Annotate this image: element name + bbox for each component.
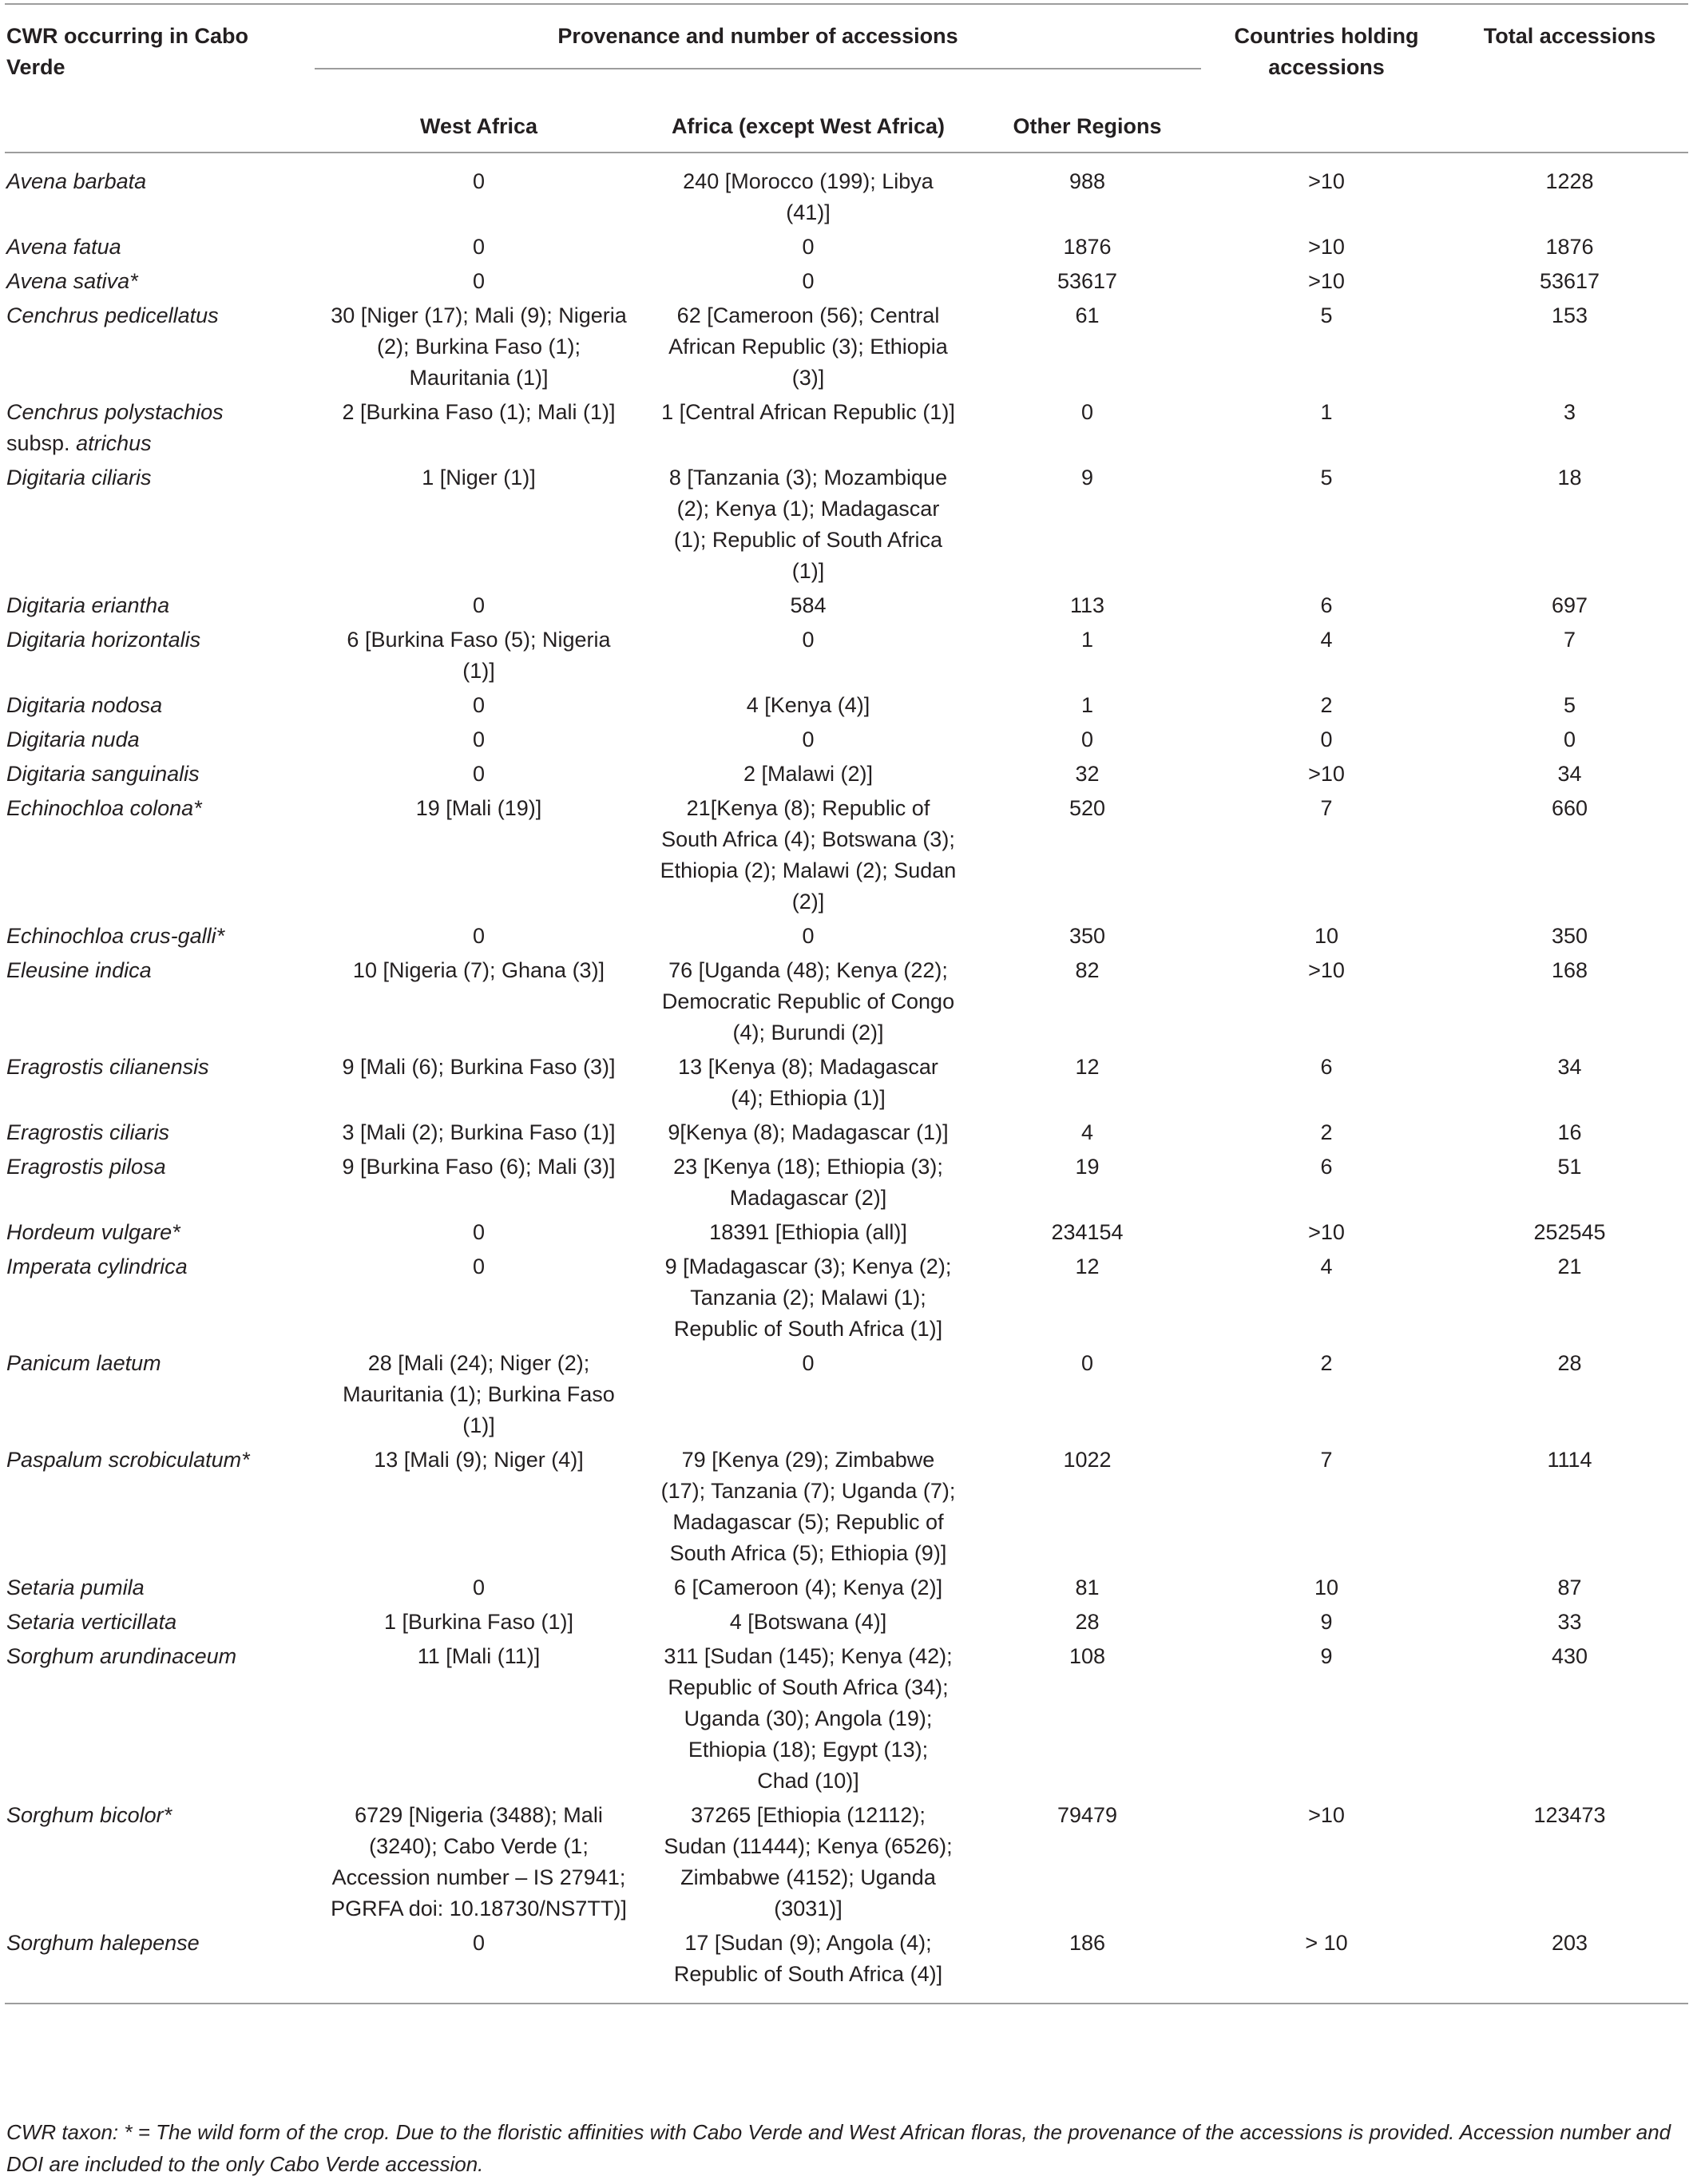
table-row — [5, 1800, 1688, 1928]
table-body — [5, 153, 1688, 2004]
table-row — [5, 793, 1688, 921]
cell-africa-except-west: 23 [Kenya (18); Ethiopia (3); Madagascar (2)] — [673, 1155, 943, 1210]
header-west-africa: West Africa — [419, 114, 538, 138]
taxon-name: Setaria pumila — [6, 1576, 145, 1599]
cell-taxon — [5, 462, 314, 590]
taxon-qualifier: subsp. — [6, 431, 77, 455]
cell-west-africa: 3 [Mali (2); Burkina Faso (1)] — [342, 1120, 616, 1144]
taxon-name: Echinochloa colona* — [6, 796, 202, 820]
cell-countries: 10 — [1314, 924, 1339, 948]
cell-total: 1114 — [1547, 1448, 1592, 1472]
cell-taxon — [5, 300, 314, 397]
cell-total: 697 — [1552, 593, 1588, 617]
cell-total: 153 — [1552, 303, 1588, 327]
cell-taxon — [5, 759, 314, 793]
cell-other-regions: 81 — [1075, 1576, 1100, 1599]
cell-countries: 7 — [1320, 1448, 1333, 1472]
table-row — [5, 462, 1688, 590]
taxon-name: Digitaria eriantha — [6, 593, 170, 617]
cell-africa-except-west: 18391 [Ethiopia (all)] — [709, 1220, 907, 1244]
cell-west-africa: 6729 [Nigeria (3488); Mali (3240); Cabo Verde (1; Accession number – IS 27941; PGRFA doi: 10.18730/NS7TT)] — [331, 1803, 627, 1920]
taxon-name: Eragrostis ciliaris — [6, 1120, 170, 1144]
cell-africa-except-west: 0 — [802, 235, 815, 259]
cell-west-africa: 30 [Niger (17); Mali (9); Nigeria (2); Burkina Faso (1); Mauritania (1)] — [331, 303, 627, 390]
cell-west-africa: 9 [Burkina Faso (6); Mali (3)] — [342, 1155, 616, 1179]
taxon-name: Digitaria nodosa — [6, 693, 163, 717]
cell-other-regions: 0 — [1081, 400, 1094, 424]
cell-west-africa: 2 [Burkina Faso (1); Mali (1)] — [342, 400, 616, 424]
cell-africa-except-west: 21[Kenya (8); Republic of South Africa (4); Botswana (3); Ethiopia (2); Malawi (2); Sudan (2)] — [660, 796, 957, 914]
taxon-name: Avena barbata — [6, 169, 147, 193]
cell-other-regions: 19 — [1075, 1155, 1100, 1179]
cell-taxon — [5, 1251, 314, 1348]
taxon-name: Cenchrus polystachios — [6, 400, 224, 424]
cell-west-africa: 0 — [472, 727, 486, 751]
cell-total: 660 — [1552, 796, 1588, 820]
taxon-name: Sorghum arundinaceum — [6, 1644, 237, 1668]
table-row — [5, 1641, 1688, 1800]
table-row — [5, 1445, 1688, 1572]
cell-africa-except-west: 4 [Kenya (4)] — [746, 693, 870, 717]
cell-taxon — [5, 1117, 314, 1151]
cell-other-regions: 4 — [1081, 1120, 1094, 1144]
cell-other-regions: 32 — [1075, 762, 1100, 786]
taxon-name: Echinochloa crus-galli* — [6, 924, 225, 948]
cell-africa-except-west: 584 — [790, 593, 827, 617]
cell-countries: >10 — [1308, 762, 1345, 786]
cell-countries: 10 — [1314, 1576, 1339, 1599]
cell-west-africa: 13 [Mali (9); Niger (4)] — [374, 1448, 584, 1472]
cell-countries: >10 — [1308, 269, 1345, 293]
cell-countries: >10 — [1308, 235, 1345, 259]
cell-west-africa: 0 — [472, 1576, 486, 1599]
taxon-name: Sorghum bicolor* — [6, 1803, 172, 1827]
table-row — [5, 1928, 1688, 2004]
cell-countries: 6 — [1320, 1155, 1333, 1179]
table-row — [5, 955, 1688, 1052]
cell-other-regions: 1 — [1081, 693, 1094, 717]
cell-west-africa: 0 — [472, 235, 486, 259]
cell-other-regions: 108 — [1069, 1644, 1106, 1668]
cell-countries: 2 — [1320, 693, 1333, 717]
cell-africa-except-west: 311 [Sudan (145); Kenya (42); Republic of South Africa (34); Uganda (30); Angola (19); Ethiopia (18); Egypt (13); Chad (10)] — [664, 1644, 953, 1793]
cell-total: 0 — [1564, 727, 1576, 751]
cell-west-africa: 10 [Nigeria (7); Ghana (3)] — [352, 958, 605, 982]
cell-west-africa: 11 [Mali (11)] — [417, 1644, 541, 1668]
cell-africa-except-west: 1 [Central African Republic (1)] — [661, 400, 955, 424]
table-row — [5, 300, 1688, 397]
cell-africa-except-west: 0 — [802, 727, 815, 751]
cell-west-africa: 0 — [472, 693, 486, 717]
taxon-name: Sorghum halepense — [6, 1931, 200, 1955]
header-africa-except-west: Africa (except West Africa) — [671, 114, 946, 138]
cell-countries: 9 — [1320, 1644, 1333, 1668]
cell-other-regions: 1876 — [1063, 235, 1112, 259]
cell-africa-except-west: 9[Kenya (8); Madagascar (1)] — [668, 1120, 949, 1144]
cell-total: 1228 — [1545, 169, 1594, 193]
taxon-name: Eragrostis pilosa — [6, 1155, 166, 1179]
cell-taxon — [5, 1151, 314, 1217]
cell-taxon — [5, 793, 314, 921]
cell-west-africa: 9 [Mali (6); Burkina Faso (3)] — [342, 1055, 616, 1079]
cell-total: 16 — [1557, 1120, 1582, 1144]
header-provenance — [314, 4, 1202, 87]
cell-taxon — [5, 1217, 314, 1251]
cell-countries: 2 — [1320, 1351, 1333, 1375]
table-row — [5, 1607, 1688, 1641]
taxon-name: Cenchrus pedicellatus — [6, 303, 219, 327]
cell-other-regions: 988 — [1069, 169, 1106, 193]
cell-taxon — [5, 1348, 314, 1445]
cell-countries: 0 — [1320, 727, 1333, 751]
cell-west-africa: 0 — [472, 762, 486, 786]
cell-countries: 1 — [1320, 400, 1333, 424]
cell-other-regions: 61 — [1075, 303, 1100, 327]
cell-total: 5 — [1564, 693, 1576, 717]
cell-other-regions: 79479 — [1057, 1803, 1118, 1827]
cell-africa-except-west: 13 [Kenya (8); Madagascar (4); Ethiopia (1)] — [678, 1055, 938, 1110]
cell-africa-except-west: 76 [Uganda (48); Kenya (22); Democratic Republic of Congo (4); Burundi (2)] — [661, 958, 955, 1044]
cell-africa-except-west: 62 [Cameroon (56); Central African Republic (3); Ethiopia (3)] — [668, 303, 948, 390]
cell-total: 34 — [1557, 762, 1582, 786]
cell-countries: 7 — [1320, 796, 1333, 820]
cell-other-regions: 1022 — [1063, 1448, 1112, 1472]
taxon-name: Avena fatua — [6, 235, 121, 259]
cell-taxon — [5, 1052, 314, 1117]
cell-other-regions: 28 — [1075, 1610, 1100, 1634]
accessions-table — [5, 3, 1688, 2004]
taxon-name: Paspalum scrobiculatum* — [6, 1448, 250, 1472]
header-provenance-label: Provenance and number of accessions — [315, 21, 1201, 69]
cell-countries: 2 — [1320, 1120, 1333, 1144]
cell-africa-except-west: 2 [Malawi (2)] — [743, 762, 874, 786]
table-row — [5, 397, 1688, 462]
cell-total: 53617 — [1539, 269, 1600, 293]
cell-africa-except-west: 9 [Madagascar (3); Kenya (2); Tanzania (2); Malawi (1); Republic of South Africa (1)] — [664, 1255, 952, 1341]
table-row — [5, 690, 1688, 724]
cell-countries: 6 — [1320, 593, 1333, 617]
cell-taxon — [5, 1800, 314, 1928]
cell-total: 21 — [1557, 1255, 1582, 1278]
cell-total: 51 — [1557, 1155, 1582, 1179]
cell-africa-except-west: 6 [Cameroon (4); Kenya (2)] — [673, 1576, 943, 1599]
cell-countries: 6 — [1320, 1055, 1333, 1079]
header-countries: Countries holding accessions — [1234, 24, 1419, 79]
header-total: Total accessions — [1483, 24, 1656, 48]
cell-total: 1876 — [1545, 235, 1594, 259]
cell-other-regions: 0 — [1081, 727, 1094, 751]
cell-west-africa: 0 — [472, 269, 486, 293]
table-row — [5, 624, 1688, 690]
cell-countries: >10 — [1308, 169, 1345, 193]
table-row — [5, 232, 1688, 266]
cell-other-regions: 82 — [1075, 958, 1100, 982]
cell-taxon — [5, 590, 314, 624]
cell-total: 123473 — [1533, 1803, 1606, 1827]
taxon-name: Digitaria nuda — [6, 727, 140, 751]
table-row — [5, 1572, 1688, 1607]
cell-taxon — [5, 232, 314, 266]
table-row — [5, 759, 1688, 793]
cell-africa-except-west: 0 — [802, 628, 815, 652]
taxon-name: Avena sativa* — [6, 269, 138, 293]
cell-taxon — [5, 1607, 314, 1641]
table-row — [5, 1251, 1688, 1348]
table-footnote: CWR taxon: * = The wild form of the crop. Due to the floristic affinities with Cabo Verde and West African floras, the provenance of the accessions is provided. Accession number and DOI are included to the only Cabo Verde accession. — [6, 2120, 1671, 2176]
cell-other-regions: 0 — [1081, 1351, 1094, 1375]
cell-other-regions: 113 — [1069, 593, 1105, 617]
cell-africa-except-west: 17 [Sudan (9); Angola (4); Republic of South Africa (4)] — [673, 1931, 943, 1986]
cell-west-africa: 6 [Burkina Faso (5); Nigeria (1)] — [347, 628, 611, 683]
cell-taxon — [5, 955, 314, 1052]
cell-taxon — [5, 1445, 314, 1572]
table-row — [5, 1151, 1688, 1217]
taxon-infraspecific: atrichus — [76, 431, 152, 455]
cell-countries: 5 — [1320, 466, 1333, 490]
cell-other-regions: 53617 — [1057, 269, 1118, 293]
cell-total: 350 — [1552, 924, 1588, 948]
taxon-name: Eleusine indica — [6, 958, 152, 982]
table-row — [5, 724, 1688, 759]
taxon-name: Setaria verticillata — [6, 1610, 177, 1634]
cell-countries: 4 — [1320, 1255, 1333, 1278]
cell-other-regions: 12 — [1075, 1255, 1100, 1278]
cell-total: 28 — [1557, 1351, 1582, 1375]
cell-total: 203 — [1552, 1931, 1588, 1955]
cell-countries: >10 — [1308, 1220, 1345, 1244]
cell-other-regions: 520 — [1069, 796, 1106, 820]
table-row — [5, 266, 1688, 300]
cell-west-africa: 19 [Mali (19)] — [415, 796, 542, 820]
header-other-regions: Other Regions — [1013, 114, 1162, 138]
cell-other-regions: 350 — [1069, 924, 1106, 948]
taxon-name: Digitaria ciliaris — [6, 466, 152, 490]
cell-total: 430 — [1552, 1644, 1588, 1668]
cell-countries: 9 — [1320, 1610, 1333, 1634]
cell-west-africa: 0 — [472, 924, 486, 948]
table-row — [5, 590, 1688, 624]
cell-other-regions: 1 — [1081, 628, 1094, 652]
cell-africa-except-west: 37265 [Ethiopia (12112); Sudan (11444); Kenya (6526); Zimbabwe (4152); Uganda (3031)] — [664, 1803, 953, 1920]
taxon-name: Panicum laetum — [6, 1351, 161, 1375]
cell-africa-except-west: 0 — [802, 269, 815, 293]
cell-countries: >10 — [1308, 1803, 1345, 1827]
taxon-name: Eragrostis cilianensis — [6, 1055, 209, 1079]
cell-countries: 4 — [1320, 628, 1333, 652]
cell-africa-except-west: 79 [Kenya (29); Zimbabwe (17); Tanzania (7); Uganda (7); Madagascar (5); Republic of South Africa (5); Ethiopia (9)] — [660, 1448, 956, 1565]
cell-west-africa: 28 [Mali (24); Niger (2); Mauritania (1); Burkina Faso (1)] — [343, 1351, 615, 1437]
cell-taxon — [5, 624, 314, 690]
cell-taxon — [5, 921, 314, 955]
cell-west-africa: 0 — [472, 1931, 486, 1955]
cell-other-regions: 186 — [1069, 1931, 1106, 1955]
table-row — [5, 1117, 1688, 1151]
cell-total: 33 — [1557, 1610, 1582, 1634]
cell-total: 87 — [1557, 1576, 1582, 1599]
cell-taxon — [5, 1572, 314, 1607]
cell-taxon — [5, 266, 314, 300]
cell-africa-except-west: 240 [Morocco (199); Libya (41)] — [683, 169, 934, 224]
cell-west-africa: 1 [Burkina Faso (1)] — [383, 1610, 574, 1634]
cell-other-regions: 9 — [1081, 466, 1094, 490]
table-row — [5, 1348, 1688, 1445]
table-row — [5, 1052, 1688, 1117]
cell-countries: > 10 — [1305, 1931, 1348, 1955]
cell-countries: 5 — [1320, 303, 1333, 327]
table-header — [5, 4, 1688, 153]
cell-taxon — [5, 397, 314, 462]
table-row — [5, 1217, 1688, 1251]
cell-other-regions: 234154 — [1051, 1220, 1124, 1244]
cell-total: 252545 — [1533, 1220, 1606, 1244]
cell-africa-except-west: 8 [Tanzania (3); Mozambique (2); Kenya (1); Madagascar (1); Republic of South Africa (1)] — [668, 466, 948, 583]
cell-countries: >10 — [1308, 958, 1345, 982]
cell-africa-except-west: 4 [Botswana (4)] — [729, 1610, 887, 1634]
cell-total: 34 — [1557, 1055, 1582, 1079]
cell-total: 168 — [1552, 958, 1588, 982]
cell-total: 18 — [1557, 466, 1582, 490]
taxon-name: Digitaria horizontalis — [6, 628, 201, 652]
cell-other-regions: 12 — [1075, 1055, 1100, 1079]
cell-west-africa: 0 — [472, 169, 486, 193]
cell-west-africa: 0 — [472, 593, 486, 617]
cell-taxon — [5, 690, 314, 724]
cell-west-africa: 0 — [472, 1255, 486, 1278]
cell-west-africa: 0 — [472, 1220, 486, 1244]
taxon-name: Imperata cylindrica — [6, 1255, 188, 1278]
cell-taxon — [5, 1641, 314, 1800]
cell-total: 7 — [1564, 628, 1576, 652]
cell-total: 3 — [1564, 400, 1576, 424]
table-row — [5, 153, 1688, 232]
cell-taxon — [5, 724, 314, 759]
header-cwr: CWR occurring in Cabo Verde — [6, 24, 248, 79]
cell-taxon — [5, 1928, 314, 2004]
taxon-name: Digitaria sanguinalis — [6, 762, 200, 786]
cell-africa-except-west: 0 — [802, 1351, 815, 1375]
cell-taxon — [5, 153, 314, 232]
cell-africa-except-west: 0 — [802, 924, 815, 948]
taxon-name: Hordeum vulgare* — [6, 1220, 180, 1244]
cell-west-africa: 1 [Niger (1)] — [422, 466, 536, 490]
table-row — [5, 921, 1688, 955]
